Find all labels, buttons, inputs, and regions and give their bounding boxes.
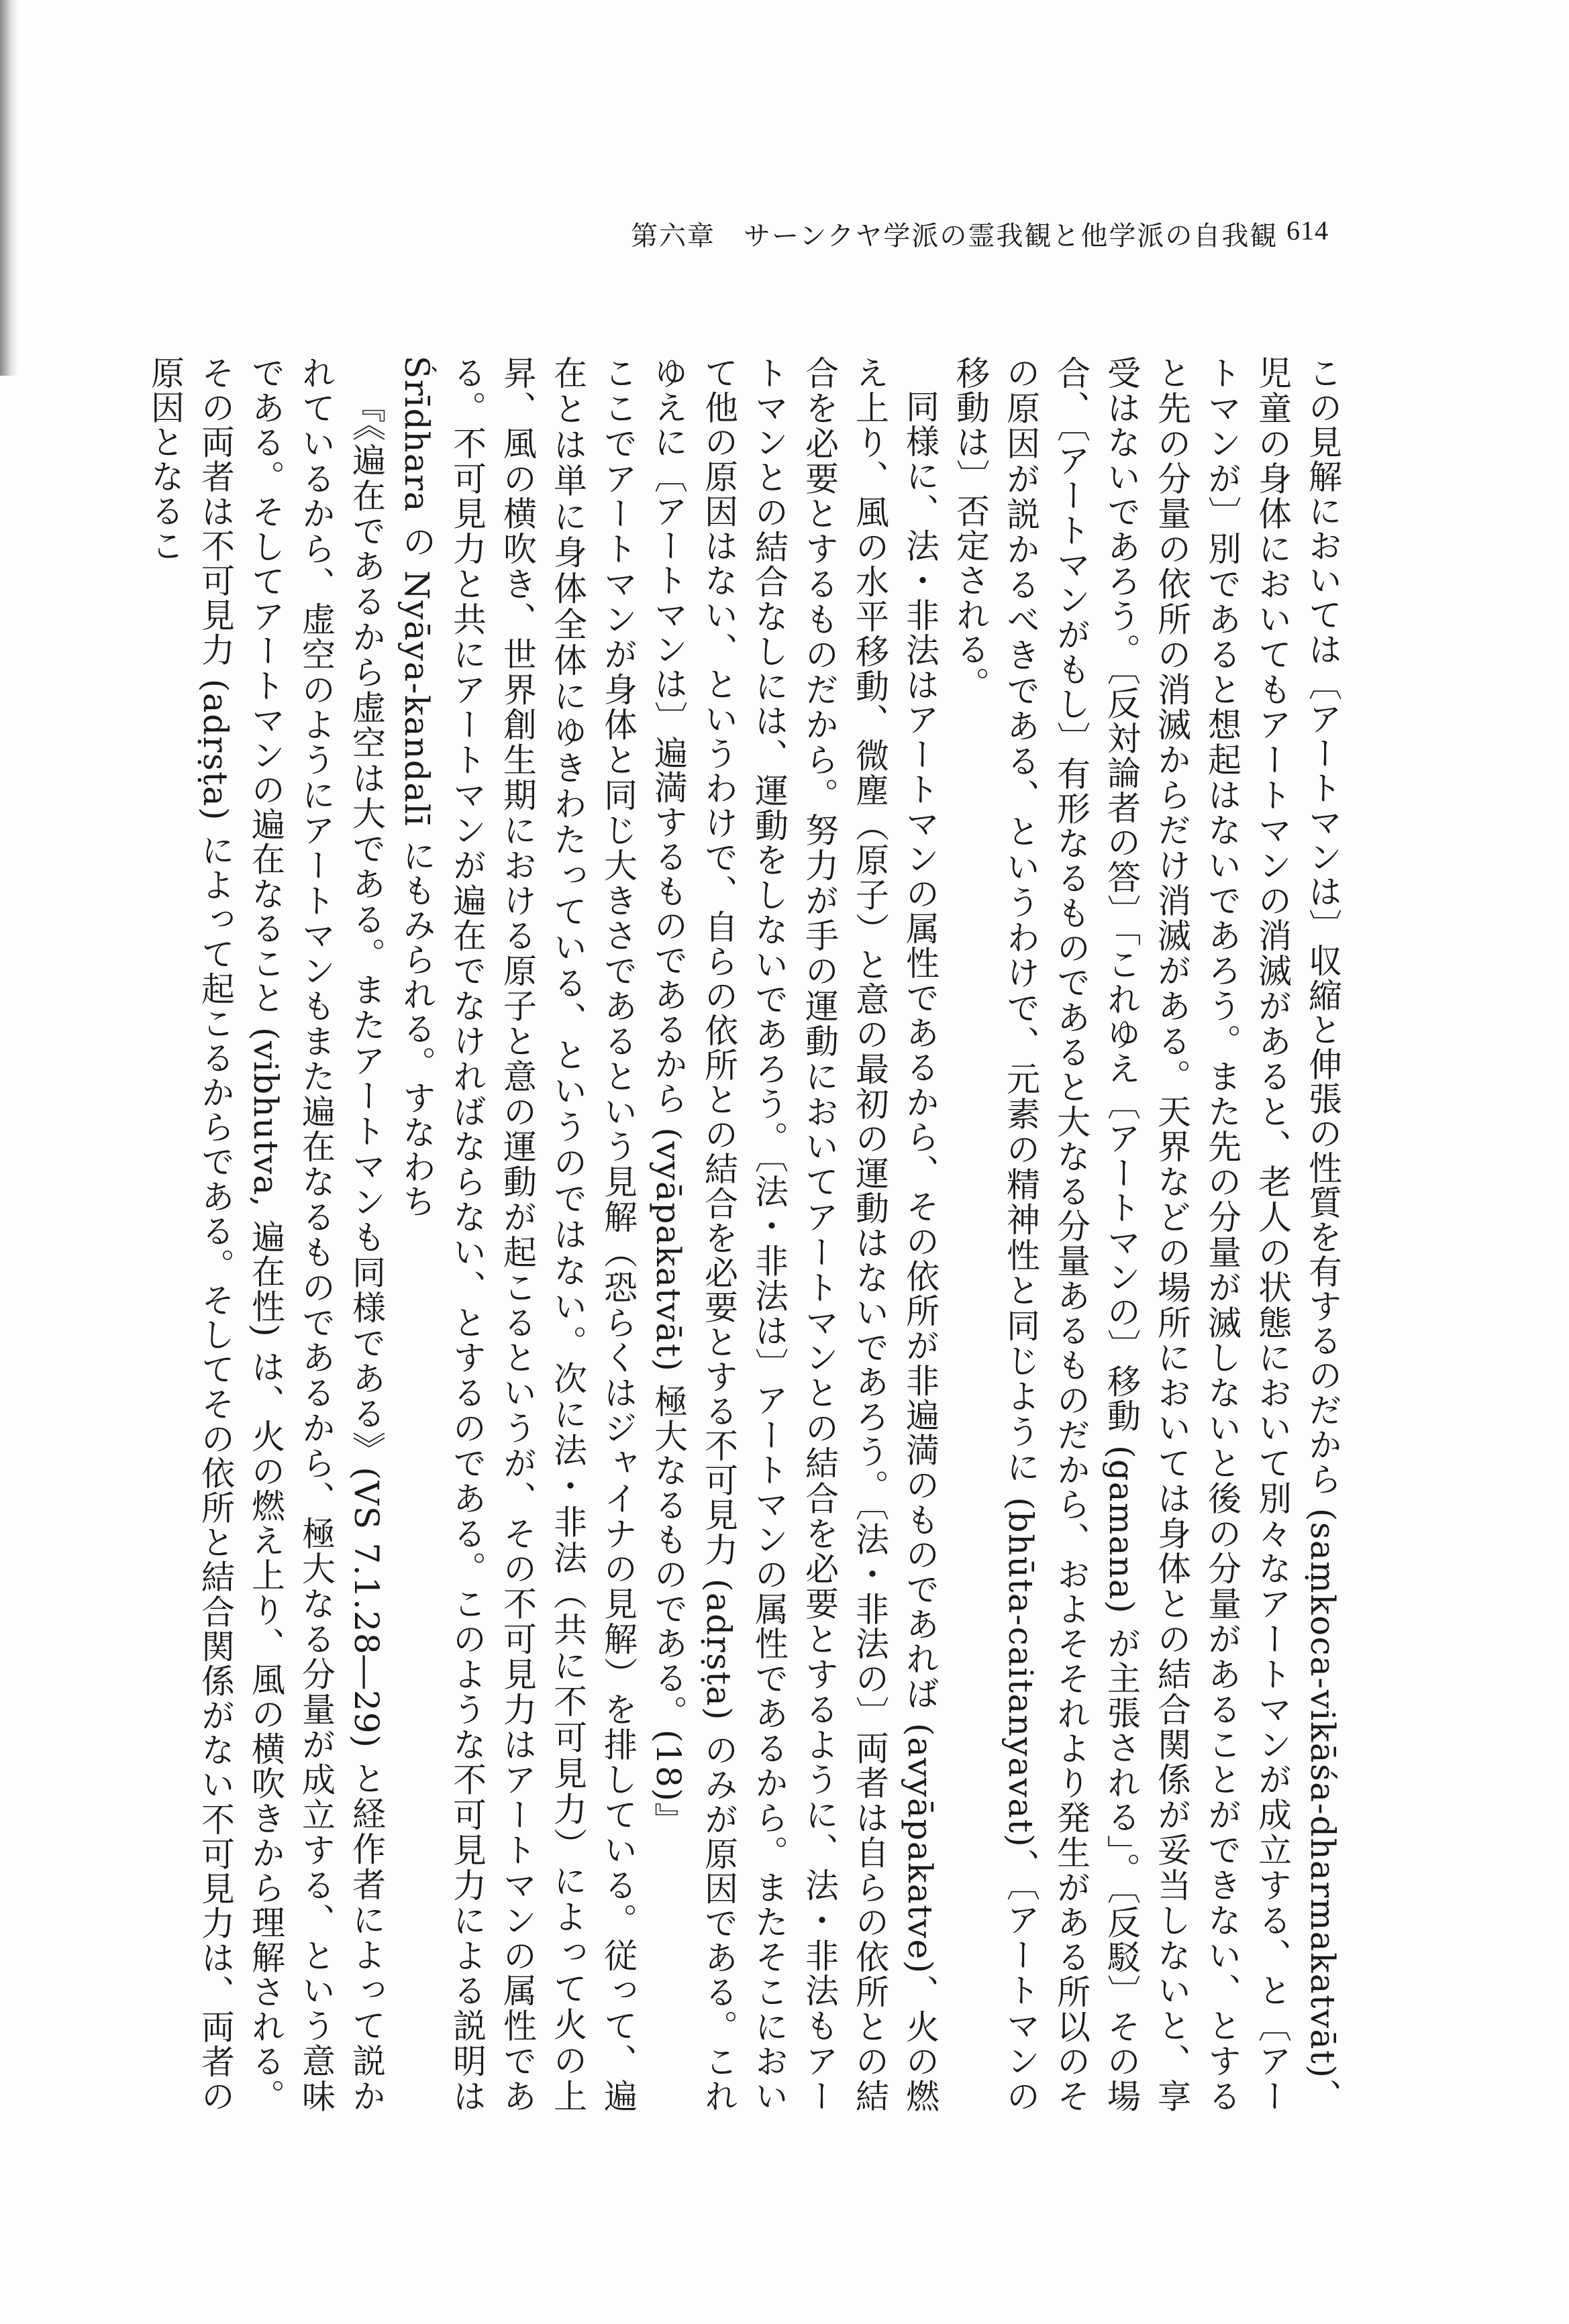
page-number: 614 [1286, 215, 1329, 246]
body-text [140, 356, 1348, 2113]
paragraph-3: ここでアートマンが身体と同じ大きさであるという見解（恐らくはジャイナの見解）を排している。従って、遍在とは単に身体全体にゆきわたっている、というのではない。次に法・非法（共に不可見力）によって火の上昇、風の横吹き、世界創生期における原子と意の運動が起こるというが、その不可見力はアートマンの属性である。不可見力と共にアートマンが遍在でなければならない、とするのである。このような不可見力による説明は Śrīdhara の Nyāya-kandalī にもみられる。すなわち [397, 356, 638, 2114]
running-head [631, 215, 1329, 253]
paragraph-1: この見解においては〔アートマンは〕収縮と伸張の性質を有するのだから (saṃkoca-vikāśa-dharmakatvāt)、児童の身体においてもアートマンの消滅があると、老人の状態において別々なアートマンが成立する、と〔アートマンが〕別であると想起はないであろう。また先の分量が滅しないと後の分量があることができない、とすると先の分量の依所の消滅からだけ消滅がある。天界などの場所においては身体との結合関係が妥当しないと、享受はないであろう。〔反対論者の答〕「これゆえ〔アートマンの〕移動 (gamana) が主張される」。〔反駁〕その場合、〔アートマンがもし〕有形なるものであると大なる分量あるものだから、およそそれより発生がある所以のその原因が説かるべきである、というわけで、元素の精神性と同じように (bhūta-caitanyavat)、〔アートマンの移動は〕否定される。 [951, 356, 1342, 2113]
paragraph-4: 『《遍在であるから虚空は大である。またアートマンも同様である》(VS 7.1.28―29) と経作者によって説かれているから、虚空のようにアートマンもまた遍在なるものであるから、極大なる分量が成立する、という意味である。そしてアートマンの遍在なること (vibhutva, 遍在性) は、火の燃え上り、風の横吹きから理解される。その両者は不可見力 (adṛṣṭa) によって起こるからである。そしてその依所と結合関係がない不可見力は、両者の原因となるこ [146, 356, 386, 2113]
scan-edge-shadow [0, 0, 19, 376]
paragraph-2: 同様に、法・非法はアートマンの属性であるから、その依所が非遍満のものであれば (avyāpakatve)、火の燃え上り、風の水平移動、微塵（原子）と意の最初の運動はないであろう。〔法・非法の〕両者は自らの依所との結合を必要とするものだから。努力が手の運動においてアートマンとの結合を必要とするように、法・非法もアートマンとの結合なしには、運動をしないであろう。〔法・非法は〕アートマンの属性であるから。またそこにおいて他の原因はない、というわけで、自らの依所との結合を必要とする不可見力 (adṛṣṭa) のみが原因である。これゆえに〔アートマンは〕遍満するものであるから (vyāpakatvāt) 極大なるものである。(18)』 [649, 356, 940, 2113]
chapter-title: 第六章 サーンクヤ学派の霊我観と他学派の自我観 [631, 221, 1278, 252]
